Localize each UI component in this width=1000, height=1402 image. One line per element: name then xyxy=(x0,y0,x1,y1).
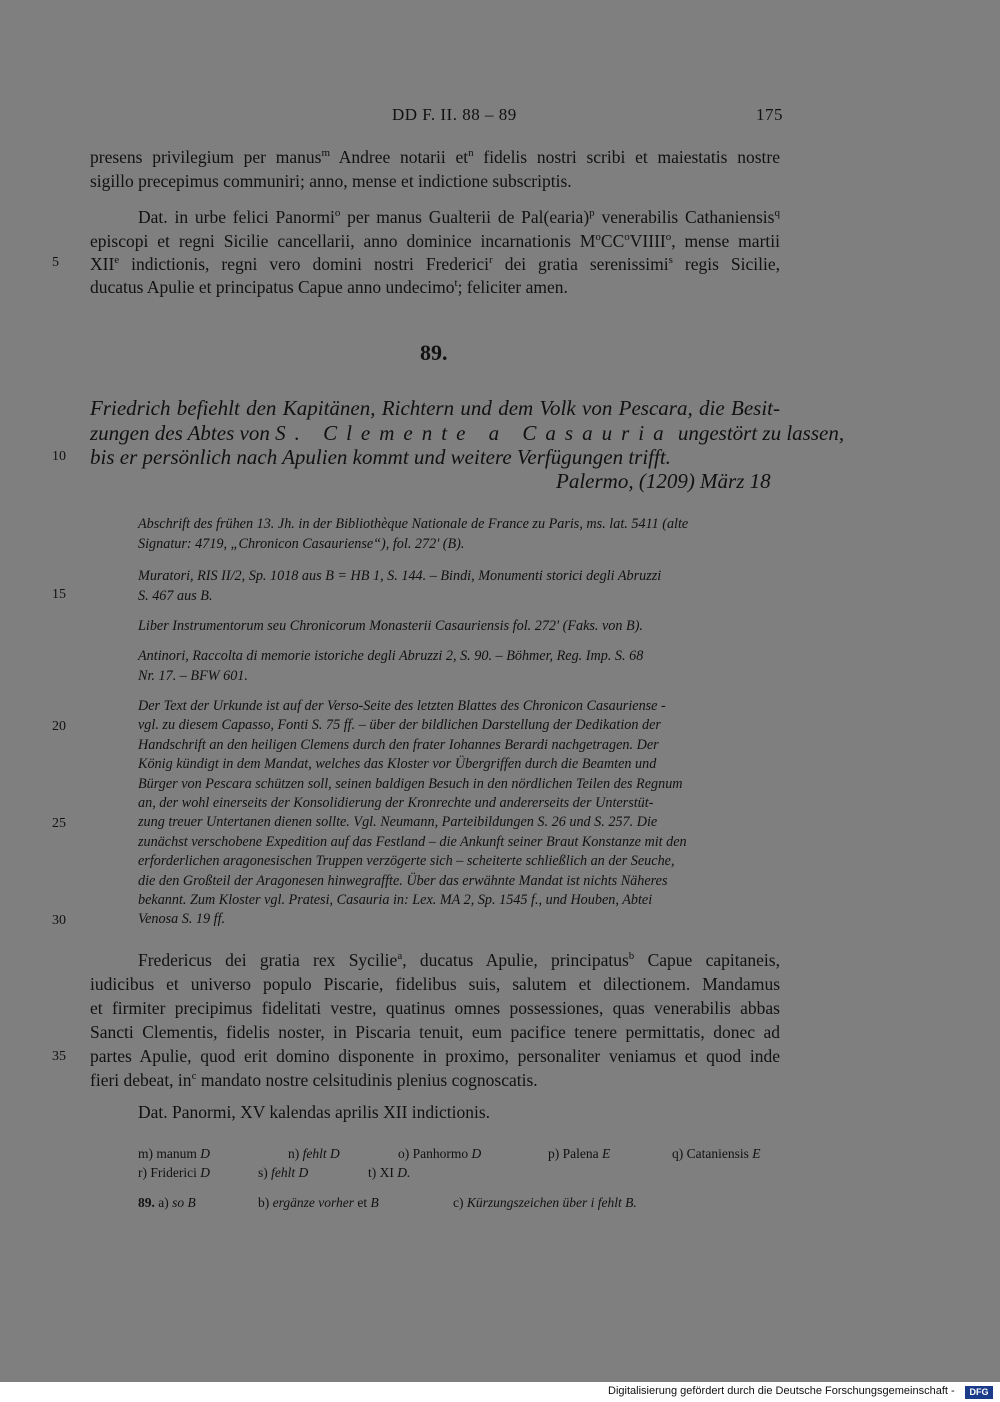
doc88-line: episcopi et regni Sicilie cancellarii, anno dominice incarnationis $M^oCC^oVIIII^o$, mense martii xyxy=(90,231,780,251)
footnote: c) Kürzungszeichen über i fehlt B. xyxy=(453,1195,637,1210)
apparatus-line: zung treuer Untertanen dienen sollte. Vgl. Neumann, Parteibildungen S. 26 und S. 257. Die xyxy=(138,814,658,830)
place-date: Palermo, (1209) März 18 xyxy=(556,469,771,493)
page-number: 175 xyxy=(756,105,783,124)
apparatus-line: Venosa S. 19 ff. xyxy=(138,911,226,927)
apparatus-line: S. 467 aus B. xyxy=(138,588,213,604)
doc89-dating: Dat. Panormi, XV kalendas aprilis XII indictionis. xyxy=(138,1102,491,1122)
apparatus-line: König kündigt in dem Mandat, welches das Kloster vor Übergriffen durch die Beamten und xyxy=(138,756,657,772)
doc88-line: presens privilegium per manus$^m$ Andree notarii $et^n$ fidelis nostri scribi et maiestatis nostre xyxy=(90,147,780,167)
apparatus-line: Muratori, RIS II/2, Sp. 1018 aus B = HB 1, S. 144. – Bindi, Monumenti storici degli Abruzzi xyxy=(138,568,662,584)
document-number: 89. xyxy=(420,340,448,365)
line-number: 30 xyxy=(52,913,66,928)
footnote: r) Friderici D xyxy=(138,1165,210,1180)
line-number: 15 xyxy=(52,587,66,602)
doc89-line: partes Apulie, quod erit domino disponente in proximo, personaliter veniamus et quod inde xyxy=(90,1046,780,1066)
doc88-line: ducatus Apulie et principatus Capue anno undecimo$^t$; feliciter amen. xyxy=(90,277,568,297)
funding-notice: Digitalisierung gefördert durch die Deutsche Forschungsgemeinschaft - xyxy=(608,1385,955,1397)
apparatus-line: Nr. 17. – BFW 601. xyxy=(138,668,248,684)
footnote: o) Panhormo D xyxy=(398,1146,482,1161)
running-head: DD F. II. 88 – 89 xyxy=(392,105,517,124)
line-number: 10 xyxy=(52,449,66,464)
dfg-logo: DFG xyxy=(965,1386,993,1399)
doc88-line: Dat. in urbe felici Panormi$^o$ per manus Gualterii de Pal(earia)$^p$ venerabilis Cathaniensis$^q$ xyxy=(138,207,780,227)
footnote: n) fehlt D xyxy=(288,1146,340,1161)
apparatus-line: erforderlichen aragonesischen Truppen verzögerte sich – scheiterte schließlich an der Seuche, xyxy=(138,853,675,869)
summary-line: Friedrich befiehlt den Kapitänen, Richtern und dem Volk von Pescara, die Besit- xyxy=(90,396,780,420)
footnote: q) Cataniensis E xyxy=(672,1146,761,1161)
apparatus-line: Bürger von Pescara schützen soll, seinen baldigen Besuch in den nördlichen Teilen des Regnum xyxy=(138,776,683,792)
apparatus-line: zunächst verschobene Expedition auf das Festland – die Ankunft seiner Braut Konstanze mit den xyxy=(138,834,687,850)
doc88-line: sigillo precepimus communiri; anno, mense et indictione subscriptis. xyxy=(90,171,572,191)
doc89-line: iudicibus et universo populo Piscarie, fidelibus suis, salutem et dilectionem. Mandamus xyxy=(90,974,780,994)
footnote: m) manum D xyxy=(138,1146,210,1161)
footnote: t) XI D. xyxy=(368,1165,411,1180)
doc89-line: et firmiter precipimus fidelitati vestre, quatinus omnes possessiones, quas venerabilis abbas xyxy=(90,998,780,1018)
apparatus-line: Antinori, Raccolta di memorie istoriche degli Abruzzi 2, S. 90. – Böhmer, Reg. Imp. S. 68 xyxy=(138,648,644,664)
doc88-line: XIIe indictionis, regni vero domini nostri Frederici$^r$ dei gratia serenissimi$^s$ regis Sicilie, xyxy=(90,254,780,274)
apparatus-line: bekannt. Zum Kloster vgl. Pratesi, Casauria in: Lex. MA 2, Sp. 1545 f., und Houben, Abtei xyxy=(138,892,653,908)
doc89-line: Sancti Clementis, fidelis noster, in Piscaria tenuit, eum pacifice tenere permittatis, donec ad xyxy=(90,1022,780,1042)
summary-line: zungen des Abtes von S. Clemente a Casauria ungestört zu lassen, xyxy=(90,421,845,445)
apparatus-line: die den Großteil der Aragonesen hinwegraffte. Über das erwähnte Mandat ist nichts Näheres xyxy=(138,873,668,889)
doc89-line: Fredericus dei gratia rex Sycilie$^a$, ducatus Apulie, principatus$^b$ Capue capitaneis, xyxy=(138,950,780,970)
footnote: 89. a) so B xyxy=(138,1195,196,1210)
line-number: 35 xyxy=(52,1049,66,1064)
apparatus-line: Abschrift des frühen 13. Jh. in der Bibliothèque Nationale de France zu Paris, ms. lat. 5411 (alte xyxy=(138,516,689,532)
apparatus-line: Handschrift an den heiligen Clemens durch den frater Iohannes Berardi nachgetragen. Der xyxy=(138,737,659,753)
line-number: 20 xyxy=(52,719,66,734)
apparatus-line: an, der wohl einerseits der Konsolidierung der Kronrechte und andererseits der Unterstüt- xyxy=(138,795,654,811)
doc89-line: fieri debeat, $in^c$ mandato nostre celsitudinis plenius cognoscatis. xyxy=(90,1070,538,1090)
apparatus-line: Signatur: 4719, „Chronicon Casauriense“), fol. 272' (B). xyxy=(138,536,465,552)
footnote: s) fehlt D xyxy=(258,1165,309,1180)
line-number: 5 xyxy=(52,255,59,270)
apparatus-line: vgl. zu diesem Capasso, Fonti S. 75 ff. – über der bildlichen Darstellung der Dedikation der xyxy=(138,717,661,733)
summary-line: bis er persönlich nach Apulien kommt und weitere Verfügungen trifft. xyxy=(90,445,671,469)
apparatus-line: Der Text der Urkunde ist auf der Verso-Seite des letzten Blattes des Chronicon Casauriense - xyxy=(138,698,666,714)
line-number: 25 xyxy=(52,816,66,831)
apparatus-line: Liber Instrumentorum seu Chronicorum Monasterii Casauriensis fol. 272' (Faks. von B). xyxy=(138,618,643,634)
footnote: b) ergänze vorher et B xyxy=(258,1195,379,1210)
footnote: p) Palena E xyxy=(548,1146,611,1161)
